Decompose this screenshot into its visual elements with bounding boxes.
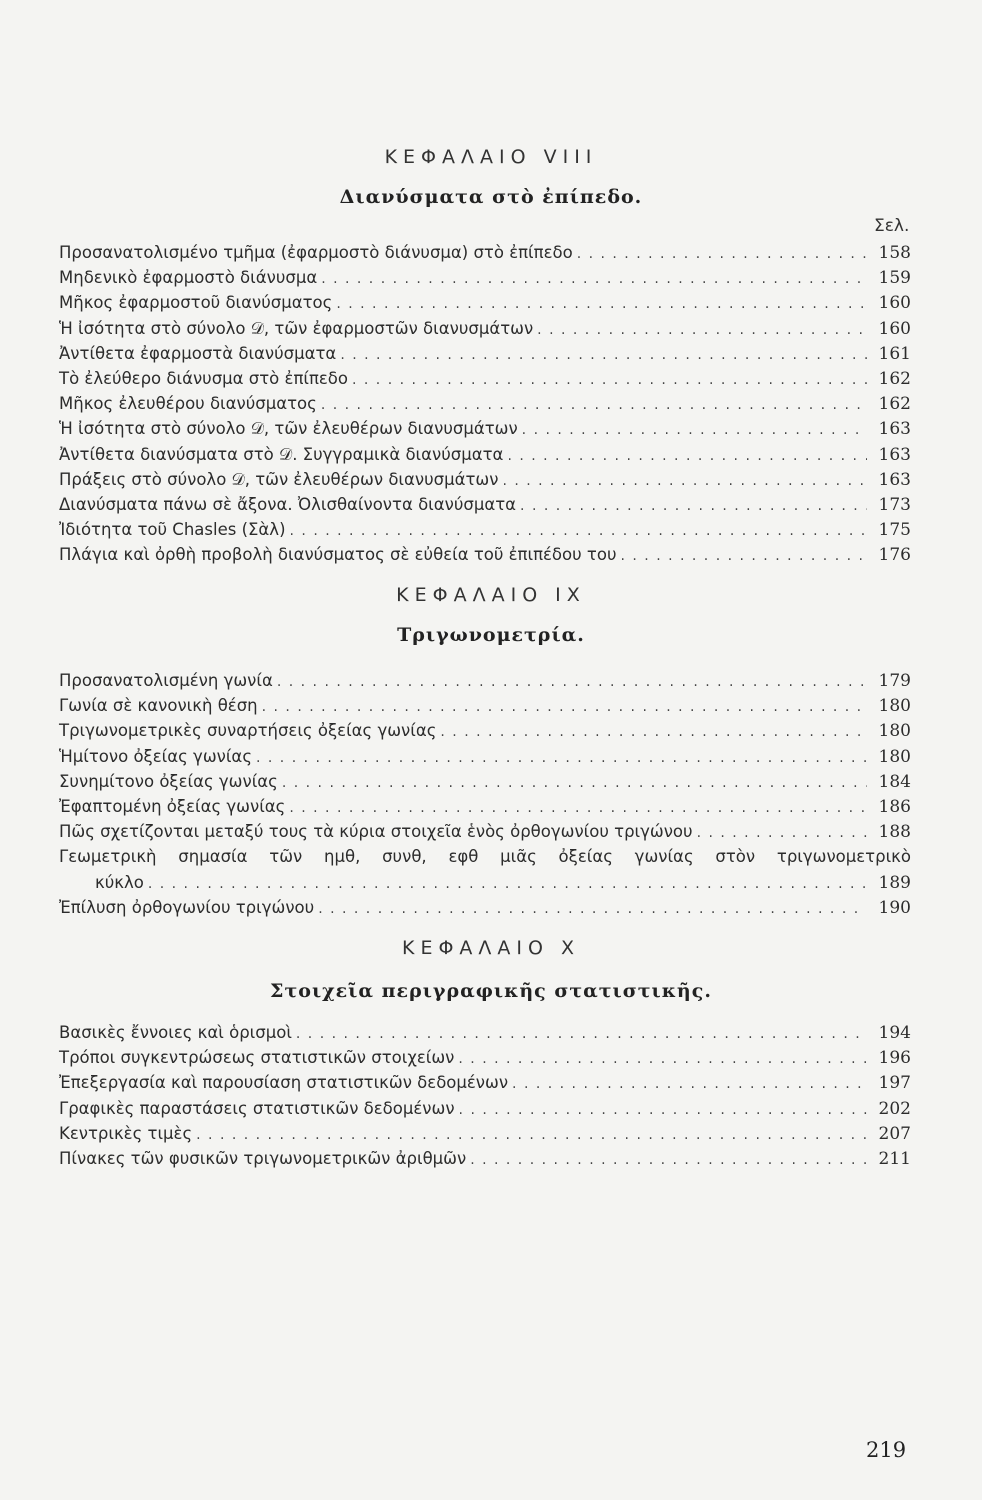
- toc-entry: Διανύσματα πάνω σὲ ἄξονα. Ὀλισθαίνοντα διανύσματα . . . 173: [59, 492, 911, 517]
- toc-entry: Τὸ ἐλεύθερο διάνυσμα στὸ ἐπίπεδο . . . 162: [59, 366, 911, 391]
- toc-list-chapter-9: [59, 668, 911, 920]
- toc-entry: Συνημίτονο ὀξείας γωνίας . . . 184: [59, 769, 911, 794]
- chapter-label: ΚΕΦΑΛΑΙΟ Χ: [401, 937, 581, 959]
- toc-entry: Γωνία σὲ κανονικὴ θέση . . . 180: [59, 693, 911, 718]
- toc-entry: Πίνακες τῶν φυσικῶν τριγωνομετρικῶν ἀριθμῶν . . . 211: [59, 1146, 911, 1171]
- toc-entry: Ἡ ἰσότητα στὸ σύνολο 𝒟, τῶν ἐλευθέρων διανυσμάτων . . . 163: [59, 416, 911, 441]
- chapter-title: Τριγωνομετρία.: [397, 624, 585, 646]
- toc-entry: Μῆκος ἐλευθέρου διανύσματος . . . 162: [59, 391, 911, 416]
- toc-entry: Προσανατολισμένο τμῆμα (ἐφαρμοστὸ διάνυσμα) στὸ ἐπίπεδο . . . 158: [59, 240, 911, 265]
- toc-entry: Ἀντίθετα ἐφαρμοστὰ διανύσματα . . . 161: [59, 341, 911, 366]
- toc-entry: Πλάγια καὶ ὀρθὴ προβολὴ διανύσματος σὲ εὐθεία τοῦ ἐπιπέδου του . . . 176: [59, 542, 911, 567]
- toc-entry: Μῆκος ἐφαρμοστοῦ διανύσματος . . . 160: [59, 290, 911, 315]
- toc-entry: Κεντρικὲς τιμὲς . . . 207: [59, 1121, 911, 1146]
- toc-entry: Ἡ ἰσότητα στὸ σύνολο 𝒟, τῶν ἐφαρμοστῶν διανυσμάτων . . . 160: [59, 316, 911, 341]
- chapter-label: ΚΕΦΑΛΑΙΟ IX: [396, 584, 586, 606]
- toc-entry: Τριγωνομετρικὲς συναρτήσεις ὀξείας γωνίας . . . 180: [59, 718, 911, 743]
- toc-entry: Ἰδιότητα τοῦ Chasles (Σὰλ) . . . 175: [59, 517, 911, 542]
- toc-entry: Πράξεις στὸ σύνολο 𝒟, τῶν ἐλευθέρων διανυσμάτων . . . 163: [59, 467, 911, 492]
- page-column-header: Σελ.: [874, 216, 910, 236]
- toc-entry: Ἡμίτονο ὀξείας γωνίας . . . 180: [59, 744, 911, 769]
- chapter-title: Διανύσματα στὸ ἐπίπεδο.: [339, 186, 643, 208]
- toc-list-chapter-10: [59, 1020, 911, 1171]
- toc-entry: Μηδενικὸ ἐφαρμοστὸ διάνυσμα . . . 159: [59, 265, 911, 290]
- toc-entry: Βασικὲς ἔννοιες καὶ ὁρισμοὶ . . . 194: [59, 1020, 911, 1045]
- page-number: 219: [866, 1438, 907, 1462]
- toc-entry: Ἐπεξεργασία καὶ παρουσίαση στατιστικῶν δεδομένων . . . 197: [59, 1070, 911, 1095]
- toc-entry: Προσανατολισμένη γωνία . . . 179: [59, 668, 911, 693]
- toc-entry: Ἐφαπτομένη ὀξείας γωνίας . . . 186: [59, 794, 911, 819]
- toc-entry: Πῶς σχετίζονται μεταξύ τους τὰ κύρια στοιχεῖα ἑνὸς ὀρθογωνίου τριγώνου . . . 188: [59, 819, 911, 844]
- toc-entry: Ἐπίλυση ὀρθογωνίου τριγώνου . . . 190: [59, 895, 911, 920]
- toc-list-chapter-8: [59, 240, 911, 567]
- chapter-title: Στοιχεῖα περιγραφικῆς στατιστικῆς.: [270, 980, 712, 1002]
- chapter-label: ΚΕΦΑΛΑΙΟ VIII: [384, 146, 598, 168]
- toc-entry: Τρόποι συγκεντρώσεως στατιστικῶν στοιχείων . . . 196: [59, 1045, 911, 1070]
- toc-entry-continuation: κύκλο . . . 189: [59, 870, 911, 895]
- toc-entry: [59, 844, 911, 894]
- toc-entry: Ἀντίθετα διανύσματα στὸ 𝒟. Συγγραμικὰ διανύσματα . . . 163: [59, 442, 911, 467]
- toc-entry: Γραφικὲς παραστάσεις στατιστικῶν δεδομένων . . . 202: [59, 1096, 911, 1121]
- toc-entry-line: Γεωμετρικὴ σημασία τῶν ημθ, συνθ, εφθ μιᾶς ὀξείας γωνίας στὸν τριγωνομετρικὸ: [59, 847, 911, 867]
